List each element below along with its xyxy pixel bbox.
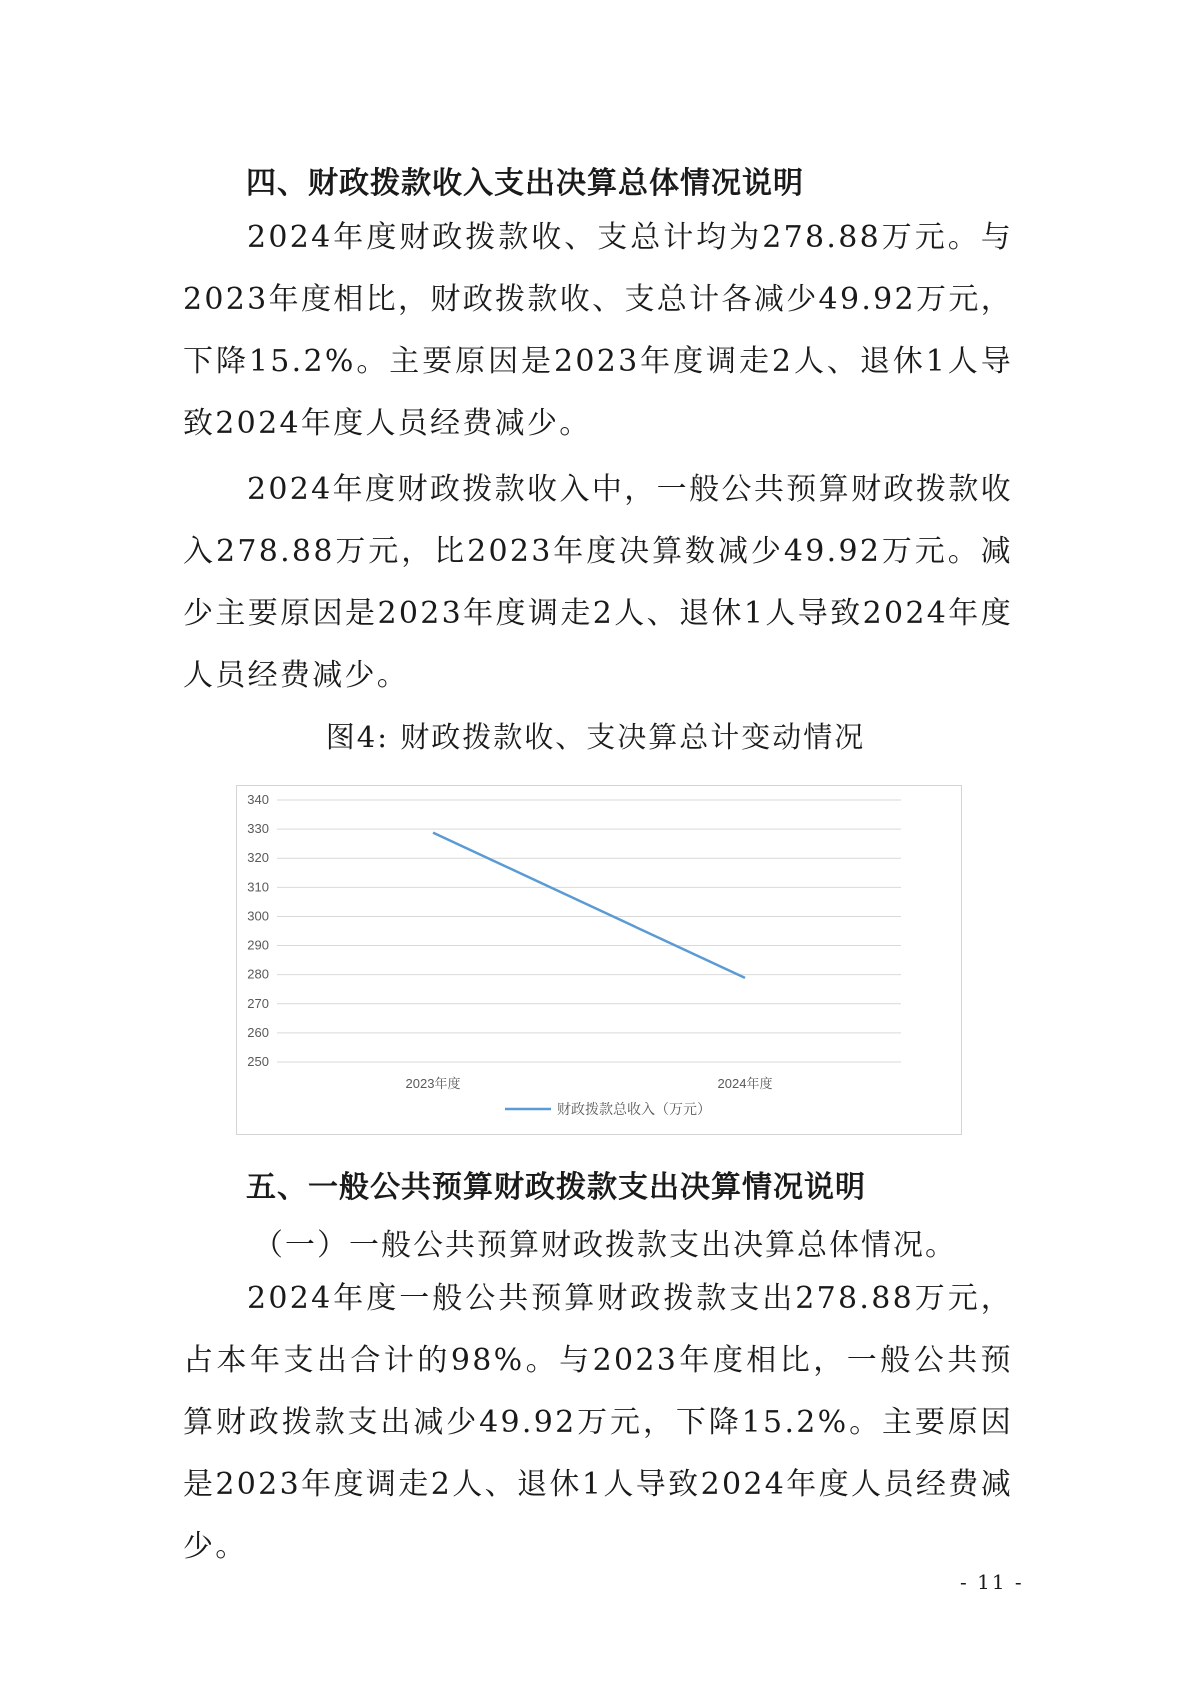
section-4-paragraph-1: 2024年度财政拨款收、支总计均为278.88万元。与2023年度相比，财政拨款收、支总计各减少49.92万元，下降15.2%。主要原因是2023年度调走2人、退休1人导致2024年度人员经费减少。	[183, 220, 1013, 441]
y-tick-label: 280	[247, 966, 269, 982]
page-number: - 11 -	[960, 1570, 1024, 1594]
x-tick-label: 2024年度	[717, 1076, 773, 1091]
y-tick-label: 250	[247, 1054, 269, 1069]
section-5-heading: 五、一般公共预算财政拨款支出决算情况说明	[246, 1170, 866, 1205]
y-tick-label: 330	[247, 821, 269, 837]
chart-canvas	[237, 786, 961, 1134]
y-tick-label: 310	[247, 879, 269, 895]
x-tick-label: 2023年度	[405, 1076, 461, 1091]
y-tick-label: 340	[247, 792, 269, 807]
y-tick-label: 300	[247, 908, 269, 924]
figure-caption: 图4: 财政拨款收、支决算总计变动情况	[325, 720, 866, 754]
legend-label: 财政拨款总收入（万元）	[557, 1102, 711, 1118]
y-tick-label: 320	[247, 850, 269, 866]
section-4-heading: 四、财政拨款收入支出决算总体情况说明	[246, 166, 804, 201]
series-line	[433, 833, 745, 978]
section-5-subheading: （一）一般公共预算财政拨款支出决算总体情况。	[253, 1228, 957, 1263]
y-tick-label: 290	[247, 937, 269, 953]
y-tick-label: 270	[247, 995, 269, 1011]
section-5-paragraph-1: 2024年度一般公共预算财政拨款支出278.88万元，占本年支出合计的98%。与2023年度相比，一般公共预算财政拨款支出减少49.92万元，下降15.2%。主要原因是2023年度调走2人、退休1人导致2024年度人员经费减少。	[183, 1281, 1013, 1564]
y-tick-label: 260	[247, 1024, 269, 1040]
line-chart	[236, 785, 962, 1135]
section-4-paragraph-2: 2024年度财政拨款收入中，一般公共预算财政拨款收入278.88万元，比2023年度决算数减少49.92万元。减少主要原因是2023年度调走2人、退休1人导致2024年度人员经费减少。	[183, 472, 1013, 693]
